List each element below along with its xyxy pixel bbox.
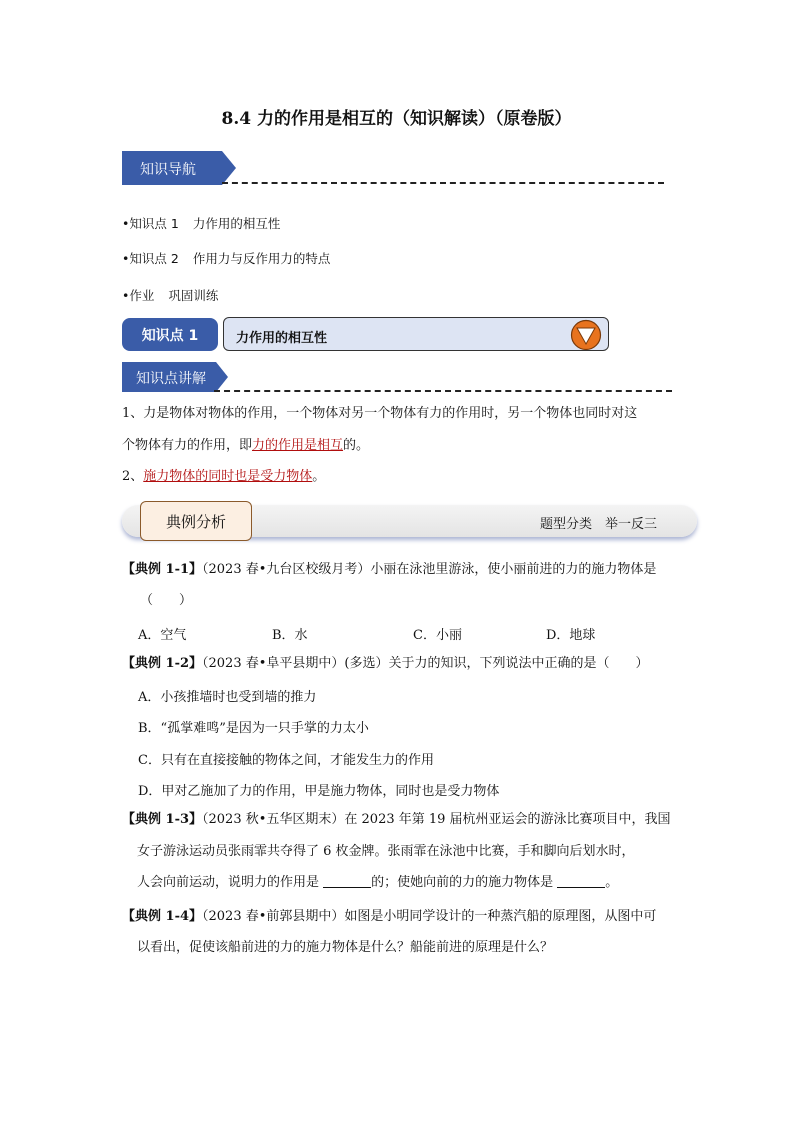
toc-item-2[interactable] <box>122 249 330 267</box>
text-segment: 的。 <box>343 438 370 453</box>
page-title: 8.4 力的作用是相互的（知识解读）（原卷版） <box>221 109 572 129</box>
question-text: （2023 春•阜平县期中）(多选）关于力的知识，下列说法中正确的是（ ） <box>202 656 649 671</box>
option-a[interactable]: A．小孩推墙时也受到墙的推力 <box>138 690 317 705</box>
text-segment: 人会向前运动，说明力的作用是 <box>137 875 324 890</box>
knowledge-point-title: 力作用的相互性 <box>236 331 328 346</box>
option-d[interactable]: D．地球 <box>546 628 596 643</box>
knowledge-nav-banner <box>122 151 236 185</box>
question-text: （2023 春•九台区校级月考）小丽在泳池里游泳，使小丽前进的力的施力物体是 <box>202 562 657 577</box>
examples-tag: 典例分析 <box>140 501 252 541</box>
option-b[interactable]: B．水 <box>272 628 308 643</box>
knowledge-nav-label: 知识导航 <box>140 162 196 178</box>
text-segment: 的；使她向前的力的施力物体是 <box>371 875 558 890</box>
example-1-4 <box>122 908 656 926</box>
toc-item-3[interactable] <box>122 286 218 304</box>
key-phrase: 施力物体的同时也是受力物体 <box>143 469 313 484</box>
key-phrase: 力的作用是相互 <box>252 438 344 453</box>
fill-blank-2[interactable] <box>557 875 605 888</box>
option-c[interactable]: C．只有在直接接触的物体之间，才能发生力的作用 <box>138 753 434 768</box>
explanation-banner <box>122 362 228 392</box>
examples-subtitle: 题型分类 举一反三 <box>539 517 657 532</box>
question-text-line-3 <box>137 874 618 892</box>
fill-blank-1[interactable] <box>323 875 371 888</box>
toc-item-text: 作用力与反作用力的特点 <box>192 251 331 266</box>
knowledge-point-bar <box>223 317 609 351</box>
point-2 <box>122 468 325 486</box>
divider-dashed <box>214 390 672 392</box>
toc-item-text: 力作用的相互性 <box>192 216 281 231</box>
question-text: （2023 秋•五华区期末）在 2023 年第 19 届杭州亚运会的游泳比赛项目中，我国 <box>202 812 671 827</box>
option-d[interactable]: D．甲对乙施加了力的作用，甲是施力物体，同时也是受力物体 <box>138 784 500 799</box>
option-b[interactable]: B．“孤掌难鸣”是因为一只手掌的力太小 <box>138 721 369 736</box>
triangle-down-icon[interactable] <box>570 319 602 351</box>
text-segment: 2、 <box>122 469 144 484</box>
example-head: 【典例 1-1】 <box>122 562 203 577</box>
explanation-label: 知识点讲解 <box>136 371 206 387</box>
example-head: 【典例 1-4】 <box>122 909 203 924</box>
knowledge-point-tag: 知识点 1 <box>122 318 218 351</box>
toc-item-label: •知识点 1 <box>122 216 179 231</box>
text-segment: 。 <box>312 469 326 484</box>
toc-item-label: •作业 <box>122 288 155 303</box>
point-1-line-1: 1、力是物体对物体的作用，一个物体对另一个物体有力的作用时，另一个物体也同时对这 <box>122 406 638 421</box>
question-text-line-2: 女子游泳运动员张雨霏共夺得了 6 枚金牌。张雨霏在泳池中比赛，手和脚向后划水时， <box>137 844 635 859</box>
point-1-line-2 <box>122 437 369 455</box>
toc-item-label: •知识点 2 <box>122 251 179 266</box>
question-text: （2023 春•前郭县期中）如图是小明同学设计的一种蒸汽船的原理图，从图中可 <box>202 909 657 924</box>
example-head: 【典例 1-3】 <box>122 812 203 827</box>
example-1-3 <box>122 811 671 829</box>
toc-item-text: 巩固训练 <box>168 288 219 303</box>
examples-bar <box>122 501 697 541</box>
toc-item-1[interactable] <box>122 214 280 232</box>
example-1-2 <box>122 655 648 673</box>
divider-dashed <box>222 182 664 184</box>
example-head: 【典例 1-2】 <box>122 656 203 671</box>
text-segment: 。 <box>605 875 619 890</box>
option-a[interactable]: A．空气 <box>138 628 187 643</box>
example-1-1 <box>122 561 656 579</box>
answer-bracket: （ ） <box>140 593 193 608</box>
option-c[interactable]: C．小丽 <box>413 628 462 643</box>
text-segment: 个物体有力的作用，即 <box>122 438 253 453</box>
question-text-line-2: 以看出，促使该船前进的力的施力物体是什么？船能前进的原理是什么？ <box>137 940 554 955</box>
